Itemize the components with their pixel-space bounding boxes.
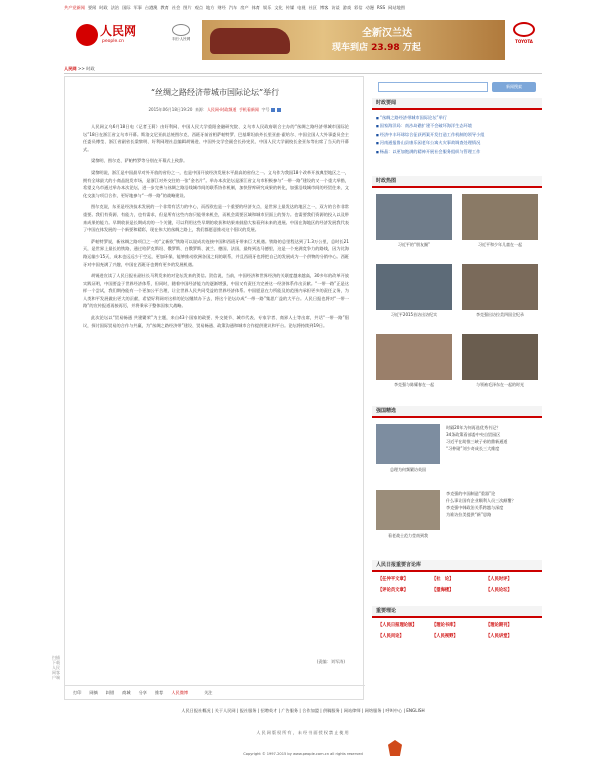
breadcrumb: 人民网 >> 时政 (64, 64, 542, 74)
topnav-item[interactable]: 房产 (240, 5, 249, 10)
tag-link[interactable]: 【人民问论】 (378, 634, 404, 639)
topnav-item[interactable]: 动漫 (365, 5, 374, 10)
tag-link[interactable]: 【理论期刊】 (486, 623, 512, 628)
topnav-item[interactable]: 财经 (217, 5, 226, 10)
toyota-small-logo[interactable]: 丰田·人民网 (166, 24, 196, 46)
tag-link[interactable]: 【人民视野】 (432, 634, 458, 639)
share-item[interactable]: 打印 (73, 690, 82, 695)
share-item[interactable]: 分享 (138, 690, 147, 695)
font-plus-icon[interactable] (271, 108, 275, 112)
banner-price-line: 现车到店 23.98 万起 (332, 43, 421, 53)
section-title-news: 时政要闻 (372, 98, 542, 110)
topnav-item[interactable]: 军事 (133, 5, 142, 10)
topnav-item[interactable]: 社会 (171, 5, 181, 10)
mobile-link[interactable]: 手机看新闻 (238, 107, 259, 112)
topnav-item[interactable]: 娱乐 (263, 5, 272, 10)
section-title-photos: 时政热图 (372, 176, 542, 188)
tag-link[interactable]: 【社 论】 (432, 577, 454, 582)
photo-item[interactable] (376, 264, 452, 322)
topnav-item[interactable]: 共产党新闻 (64, 5, 85, 10)
topnav-item[interactable]: RSS (376, 5, 386, 10)
search-button[interactable]: 新闻搜索 (492, 82, 536, 92)
news-item[interactable]: ■ “丝绸之路经济带城市国际论坛”举行 (376, 114, 540, 122)
ad-banner[interactable] (202, 20, 505, 60)
selected-caption-2[interactable]: 看老战士范力莹南到我 (388, 533, 428, 538)
toyota-icon (172, 24, 190, 36)
article-paragraph: 萨帕特罗说，新丝绸之路项目之一的“义新欧”铁路可以说成功连接中国和西班牙带来巨大机遇。铁路的总里程达到了1.3万公里，总时长21天，是世界上最长的铁路，通过哈萨克斯坦、俄罗斯、白俄罗斯、波兰、德国、法国，最终到达马德里，这是一个充满竞争力的路线，因为比海路运输少15天，成本也远远少于空运，更加环保，能够推动欧洲各国之间的联系，并且西班牙也将把自己的发展成为一个供物的分销中心。西班牙对中国充满了兴趣，中国在西班牙也拥有更多的发展机遇。 (83, 238, 349, 267)
topnav-item[interactable]: 观点 (194, 5, 204, 10)
editor: (责编：刘军涛) (316, 659, 345, 664)
share-item[interactable]: 人民微博 (171, 690, 189, 695)
news-item[interactable]: ■ 经济中丰环球综合征获两案开发打造工作机制的领导小组 (376, 131, 540, 139)
article-paragraph: 图尔克说，东亚是经济技术发展的一个非常有活力的中心，而西欧也是一个重要的经济支点，是世界上最发达的地区之一，双方的合作非常重要。我们有资源、有能力，也有需求，但是所有这些内容只能带来机会，而机会需要区域和城市层面上的努力。也需要我们资源的投入以及带来成果的能力。早期收获是长期成功的一个关键，可以利用这些早期的收获和结果来鼓励大家看到未来的进展。中国在海地区的经济发展我代表了中国在体发展的一个新要和精彩，现在伟大的丝绸之路上，我们都愿意推动这个倡议的发展。 (83, 204, 349, 233)
topnav-item[interactable]: 游戏 (342, 5, 352, 10)
topnav-item[interactable]: 访谈 (331, 5, 340, 10)
topnav-item[interactable]: 教育 (160, 5, 169, 10)
share-item[interactable]: 网摘 (89, 690, 98, 695)
section-title-selected: 强国精选 (372, 406, 542, 418)
selected-block-2 (376, 490, 540, 550)
article-body (83, 123, 349, 333)
topnav-item[interactable]: 文化 (274, 5, 283, 10)
photo-caption[interactable]: 习近平2015首访出访纪实 (390, 312, 438, 317)
selected-text-2[interactable] (446, 490, 540, 518)
topnav-item[interactable]: 网站地图 (388, 5, 405, 10)
share-item[interactable]: 关注 (204, 690, 213, 695)
topnav-item[interactable]: 汽车 (228, 5, 238, 10)
photo-image[interactable] (376, 194, 452, 240)
photo-item[interactable] (462, 194, 538, 252)
selected-link[interactable]: 什么事让国有企业顺利人员三次颠覆？ (446, 498, 516, 503)
article-paragraph: 梁黎明、图尔克、萨帕特罗等分别在开幕式上致辞。 (91, 158, 188, 164)
selected-link[interactable]: “习仲勋”刘少奇成长三大维度 (446, 446, 500, 451)
top-nav (64, 4, 534, 12)
selected-caption-1[interactable]: 总理为何频繁访英国 (390, 467, 426, 472)
photo-image[interactable] (462, 194, 538, 240)
photo-item[interactable] (462, 264, 538, 322)
selected-link[interactable]: 34条政策看部委中央自贸园区 (446, 432, 501, 437)
toyota-emblem-icon (513, 22, 535, 37)
selected-link[interactable]: 李克强的中国制造“重器”论 (446, 491, 496, 496)
article-title: “丝绸之路经济带城市国际论坛”举行 (150, 88, 280, 97)
toyota-large-logo[interactable]: TOYOTA (506, 22, 542, 56)
share-item[interactable]: 纠错 (105, 690, 115, 695)
photo-item[interactable] (376, 194, 452, 252)
photo-image[interactable] (376, 264, 452, 310)
article-paragraph: 胡锡进宣读了人民日报社副社长马利发来的对论坛发来的贺信。贺信说，当前，中国经济和世界经济的关联度越来越高，30多年的改革开放实践证明，中国要益于世界经济体系，但同时，随着中国经济能力的逐渐增强，中国又有责任为完善这一经济体系作出贡献。“一带一路”正是这样一个尝试，我们期待能有一个更加公平合理，让全世界人民共同受益的世界经济体系。中国愿意在力所能及的范围内承担更多的责任义务，为人类和平发展做出更大的贡献，希望好利网对这样的论坛继续办下去，将这个论坛办成“一带一路”集思广益的大平台。人民日报也将对“一带一路”的宣传报道再接再厉，并将秉承于整体国家大战略。 (83, 273, 349, 309)
topnav-item[interactable]: 博客 (319, 5, 329, 10)
tag-link[interactable]: 【人民讲堂】 (486, 634, 512, 639)
logo-icon (76, 24, 98, 46)
people-logo[interactable] (76, 24, 136, 46)
share-bar (65, 685, 365, 699)
tag-link[interactable]: 【人民论坛】 (486, 588, 512, 593)
breadcrumb-home[interactable]: 人民网 (64, 66, 77, 71)
search-input[interactable] (378, 82, 488, 92)
topnav-item[interactable]: 彩信 (354, 5, 363, 10)
footer-rights: 人民网版权所有，未经书面授权禁止使用 (256, 730, 350, 735)
topnav-item[interactable]: 国际 (122, 5, 131, 10)
article-paragraph: 梁黎明说，浙江是中国最早对外开放的省份之一，也是中国开放经济发展水平最高的省份之一。义乌作为我国18个改革开放典型地区之一，拥有全球最大的小商品批发市场，是浙江对外交往的一张“金名片”。举办本次论坛是浙江省义乌市积极参与“一带一路”建设的又一个重大举措，希望义乌市通过举办本次论坛，进一步完善与丝绸之路沿线城市间的联系协作机制，加快智库研究成果的转化，加强沿线城市间的经贸往来、文化交流与项目合作，更好地参与“一带一路”的战略建设。 (83, 169, 349, 198)
topnav-item[interactable]: 图片 (183, 5, 192, 10)
tag-link[interactable]: 【评论员文章】 (378, 588, 409, 593)
tag-link[interactable]: 【人民日报理论版】 (378, 623, 417, 628)
banner-title: 全新汉兰达 (362, 28, 412, 39)
article-column (64, 76, 364, 700)
source-link[interactable]: 人民网-时政频道 (206, 107, 237, 112)
selected-image-2[interactable] (376, 490, 440, 530)
selected-block-1 (376, 424, 540, 484)
tag-link[interactable]: 【人民时评】 (486, 577, 512, 582)
photo-image[interactable] (376, 334, 452, 380)
news-item[interactable]: ■ 河南通报鲁山县康乐园老年公寓火灾事故调查处理情况 (376, 139, 540, 147)
commentary-tags (376, 576, 540, 600)
topnav-item[interactable]: 地方 (206, 5, 215, 10)
footer-links[interactable]: 人民日报社概况 | 关于人民网 | 报社服务 | 招聘英才 | 广告服务 | 合作加盟 | 供稿服务 | 网站律师 | 网络服务 | 呼叫中心 | ENGLISH (181, 708, 425, 713)
selected-link[interactable]: 时隔20年为何再选优秀书记？ (446, 425, 501, 430)
photo-caption[interactable]: 李克强出访拉美四国全纪录 (476, 312, 524, 317)
article-paragraph: 人民网义乌6月18日电（记者王莉）由好利网、中国人民大学重阳金融研究院、义乌市人民政府联合主办的“丝绸之路经济带城市国际论坛”18日在浙江省义乌市开幕。斯洛文尼亚前总统图尔克、西班牙前首相萨帕特罗、巴基斯坦前外长里亚兹·霍哈尔、中国全国人大外事委员会主任委员傅莹、浙江省副省长梁黎明、好利网理社总编辑胡锡进、中国外交学会副会长孙宪民、中国人民大学副校长金亚东等出席了当天的开幕式。 (83, 124, 349, 152)
footer-copyright: Copyright © 1997-2015 by www.people.com.cn all rights reserved (243, 752, 363, 756)
selected-link[interactable]: 习近平在助推三峡子弟的鼎新通道 (446, 439, 508, 444)
news-list (376, 114, 540, 156)
photo-item[interactable] (376, 334, 452, 392)
section-title-theory: 重要理论 (372, 606, 542, 618)
topnav-item[interactable]: 台港澳 (144, 5, 158, 10)
article-paragraph: 此次论坛以“贸易畅通 共建繁荣”为主题，来自43个国家的政要、外交使节、城市代表、专家学者、商界人士等出席，共话“一带一路”倡议，探讨国际贸易的合作与共赢，为“丝绸之路经济带”建设、贸易畅通、政策沟通和城市合作提供建议和平台。论坛将持续到19日。 (83, 315, 349, 328)
photo-caption[interactable]: 习近平和少年儿童在一起 (478, 242, 522, 247)
article-meta: 2015年06月18日19:20 来源：人民网-时政频道 手机看新闻 字号 (65, 107, 365, 113)
font-minus-icon[interactable] (277, 108, 281, 112)
selected-link[interactable]: 李克强中韩政治关系跨越与深度 (446, 505, 504, 510)
selected-link[interactable]: 为谁访拉美提供“新”思路 (446, 512, 492, 517)
breadcrumb-current[interactable]: 时政 (86, 66, 95, 71)
share-item[interactable]: 商城 (122, 690, 131, 695)
logo-en: people.cn (102, 39, 125, 44)
tag-link[interactable]: 【望海楼】 (432, 588, 454, 593)
tag-link[interactable]: 【理论书库】 (432, 623, 458, 628)
news-item[interactable]: ■ 国家海洋局：南沙岛礁扩建不会破坏海洋生态环境 (376, 122, 540, 130)
tag-link[interactable]: 【任仲平文章】 (378, 577, 409, 582)
photo-caption[interactable]: 习近平的“朋友圈” (397, 242, 431, 247)
topnav-item[interactable]: 时政 (99, 5, 108, 10)
news-item[interactable]: ■ 杨晶：以更加饱满的精神开展社会服务组织与管理工作 (376, 148, 540, 156)
photo-caption[interactable]: 与领袖毛泽东在一起的时光 (476, 382, 524, 387)
share-item[interactable]: 推荐 (154, 690, 164, 695)
topnav-item[interactable]: 要闻 (87, 5, 97, 10)
photo-caption[interactable]: 李克强与陈耀春在一起 (394, 382, 434, 387)
topnav-item[interactable]: 社区 (308, 5, 317, 10)
theory-tags (376, 622, 540, 652)
photo-image[interactable] (462, 264, 538, 310)
car-image (210, 28, 290, 54)
app-download-vertical[interactable]: 扫描下载人民网客户端 (52, 655, 60, 680)
topnav-item[interactable]: 体育 (251, 5, 260, 10)
topnav-item[interactable]: 电视 (297, 5, 306, 10)
topnav-item[interactable]: 法治 (110, 5, 120, 10)
photo-image[interactable] (462, 334, 538, 380)
section-title-commentary: 人民日报重要言论库 (372, 560, 542, 572)
photo-item[interactable] (462, 334, 538, 392)
logo-cn: 人民网 (100, 24, 137, 38)
selected-text-1[interactable] (446, 424, 540, 452)
topnav-item[interactable]: 传媒 (285, 5, 295, 10)
header (64, 18, 542, 62)
selected-image-1[interactable] (376, 424, 440, 464)
